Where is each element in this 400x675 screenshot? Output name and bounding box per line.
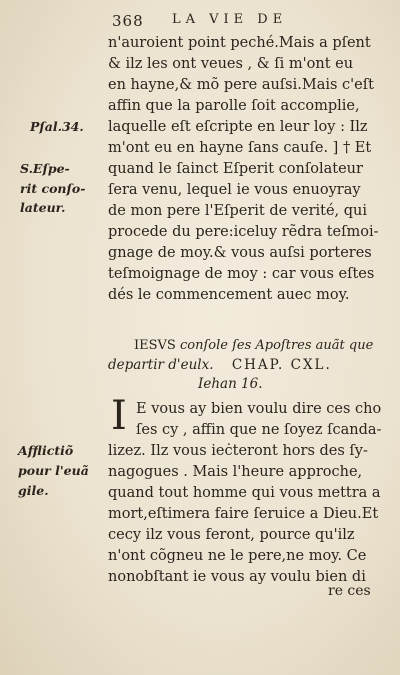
chapter-title-text-2: departir d'eulx. bbox=[108, 357, 214, 373]
body-line: en hayne,& mõ pere auſsi.Mais c'eſt bbox=[108, 77, 374, 93]
chapter-line: E vous ay bien voulu dire ces cho bbox=[136, 401, 382, 417]
body-line: teſmoignage de moy : car vous eſtes bbox=[108, 266, 375, 282]
body-line: ſera venu, lequel ie vous enuoyray bbox=[108, 182, 361, 198]
body-line: m'ont eu en hayne ſans cauſe. ] † Et bbox=[108, 140, 372, 156]
body-line: affin que la parolle ſoit accomplie, bbox=[108, 98, 360, 114]
running-title: LA VIE DE bbox=[172, 12, 288, 27]
chapter-title bbox=[134, 338, 373, 353]
margin-note-afflictio-2: pour l'euã bbox=[18, 463, 89, 478]
chapter-line: ſes cy , affin que ne ſoyez ſcanda- bbox=[136, 422, 382, 438]
margin-note-afflictio-1: Afflictiõ bbox=[18, 443, 74, 458]
chapter-number: CHAP. CXL. bbox=[231, 357, 332, 373]
margin-note-psal: Pſal.34. bbox=[30, 119, 84, 134]
chapter-title-name: IESVS bbox=[134, 338, 176, 353]
chapter-line: quand tout homme qui vous mettra a bbox=[108, 485, 381, 501]
body-line: gnage de moy.& vous auſsi porteres bbox=[108, 245, 372, 261]
body-line: laquelle eſt eſcripte en leur loy : Ilz bbox=[108, 119, 368, 135]
chapter-subtitle bbox=[108, 357, 332, 373]
chapter-line: lizez. Ilz vous ieċteront hors des ſy- bbox=[108, 443, 368, 459]
body-line: n'auroient point peché.Mais a pſent bbox=[108, 35, 371, 51]
chapter-line: cecy ilz vous feront, pource qu'ilz bbox=[108, 527, 355, 543]
body-line: & ilz les ont veues , & ſi m'ont eu bbox=[108, 56, 354, 72]
body-line: de mon pere l'Eſperit de verité, qui bbox=[108, 203, 368, 219]
body-line: dés le commencement auec moy. bbox=[108, 287, 350, 303]
body-line: quand le ſainct Eſperit conſolateur bbox=[108, 161, 363, 177]
margin-note-esperit-3: lateur. bbox=[20, 200, 66, 215]
chapter-line: mort,eſtimera faire ſeruice a Dieu.Et bbox=[108, 506, 379, 522]
chapter-line: nagogues . Mais l'heure approche, bbox=[108, 464, 363, 480]
margin-note-esperit-2: rit conſo- bbox=[20, 181, 86, 196]
page-number: 368 bbox=[112, 12, 144, 30]
catchword: re ces bbox=[328, 583, 371, 599]
chapter-reference: Iehan 16. bbox=[198, 376, 263, 392]
margin-note-esperit-1: S.Eſpe- bbox=[20, 161, 70, 176]
chapter-title-text: conſole ſes Apoſtres auãt que bbox=[179, 338, 374, 353]
body-line: procede du pere:iceluy rẽdra teſmoi- bbox=[108, 224, 379, 240]
chapter-line: nonobſtant ie vous ay voulu bien di bbox=[108, 569, 366, 585]
chapter-line: n'ont cõgneu ne le pere,ne moy. Ce bbox=[108, 548, 367, 564]
drop-cap: I bbox=[111, 393, 127, 439]
margin-note-afflictio-3: gile. bbox=[18, 483, 49, 498]
